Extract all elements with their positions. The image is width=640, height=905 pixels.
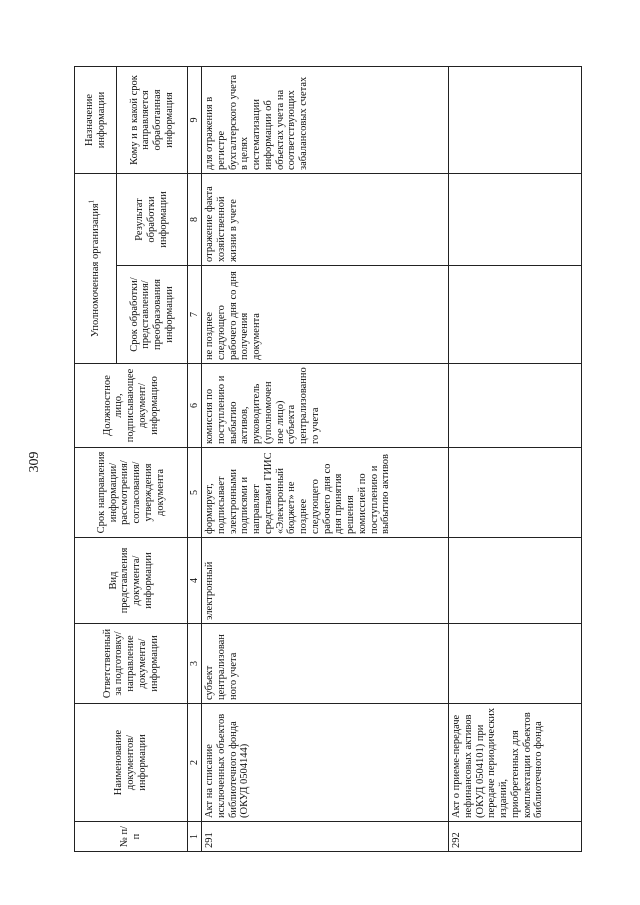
column-number: 6 [188,364,202,448]
column-number: 1 [188,822,202,852]
cell-deadline [449,448,582,538]
header-col-signer: Должностное лицо, подписывающее документ/ информацию [75,364,188,448]
cell-destination: для отражения в регистре бухгалтерского учета в целях систематизации информации об объектах учета на соответствующих забалансовых счетах [202,67,449,174]
header-col-result: Результат обработки информации [117,174,188,266]
cell-signer [449,364,582,448]
cell-result [449,174,582,266]
cell-form [449,538,582,624]
column-number: 9 [188,67,202,174]
column-number: 4 [188,538,202,624]
cell-result: отражение факта хозяйственной жизни в учете [202,174,449,266]
table-row [449,67,582,852]
column-number: 5 [188,448,202,538]
header-group-authorized-org-label: Уполномоченная организация [89,203,101,338]
column-number: 7 [188,266,202,364]
rotated-table-wrapper [74,67,582,852]
header-col-responsible: Ответственный за подготовку/ направление документа/ информации [75,624,188,704]
document-table [74,66,582,852]
column-number: 8 [188,174,202,266]
cell-responsible: субъект централизован ного учета [202,624,449,704]
cell-deadline: формирует, подписывает электронными подписями и направляет средствами ГИИС «Электронный бюджет» не позднее следующего рабочего дня со дня принятия решения комиссией по поступлению и выбытию активов [202,448,449,538]
footnote-marker: 1 [87,199,96,204]
column-number: 3 [188,624,202,704]
row-number: 291 [202,822,449,852]
row-number: 292 [449,822,582,852]
cell-signer: комиссия по поступлению и выбытию активов, руководитель (уполномочен ное лицо) субъекта централизованно го учета [202,364,449,448]
cell-form: электронный [202,538,449,624]
cell-document-name: Акт на списание исключенных объектов библиотечного фонда (ОКУД 0504144) [202,704,449,822]
cell-responsible [449,624,582,704]
header-col-destination: Кому и в какой срок направляется обработанная информация [117,67,188,174]
header-group-authorized-org [75,174,117,364]
header-col-form: Вид представления документа/ информации [75,538,188,624]
cell-processing: не позднее следующего рабочего дня со дня получения документа [202,266,449,364]
header-col-deadline: Срок направления информации/ рассмотрения/ согласования/ утверждения документа [75,448,188,538]
header-group-purpose: Назначение информации [75,67,117,174]
cell-destination [449,67,582,174]
cell-processing [449,266,582,364]
column-number: 2 [188,704,202,822]
page-number: 309 [27,451,42,473]
header-col-name: Наименование документов/ информации [75,704,188,822]
table-row [202,67,449,852]
header-col-number: № п/п [75,822,188,852]
cell-document-name: Акт о приеме-передаче нефинансовых активов (ОКУД 0504101) при передаче периодических изданий, приобретенных для комплектации объектов библиотечного фонда [449,704,582,822]
header-col-processing: Срок обработки/ представления/ преобразования информации [117,266,188,364]
